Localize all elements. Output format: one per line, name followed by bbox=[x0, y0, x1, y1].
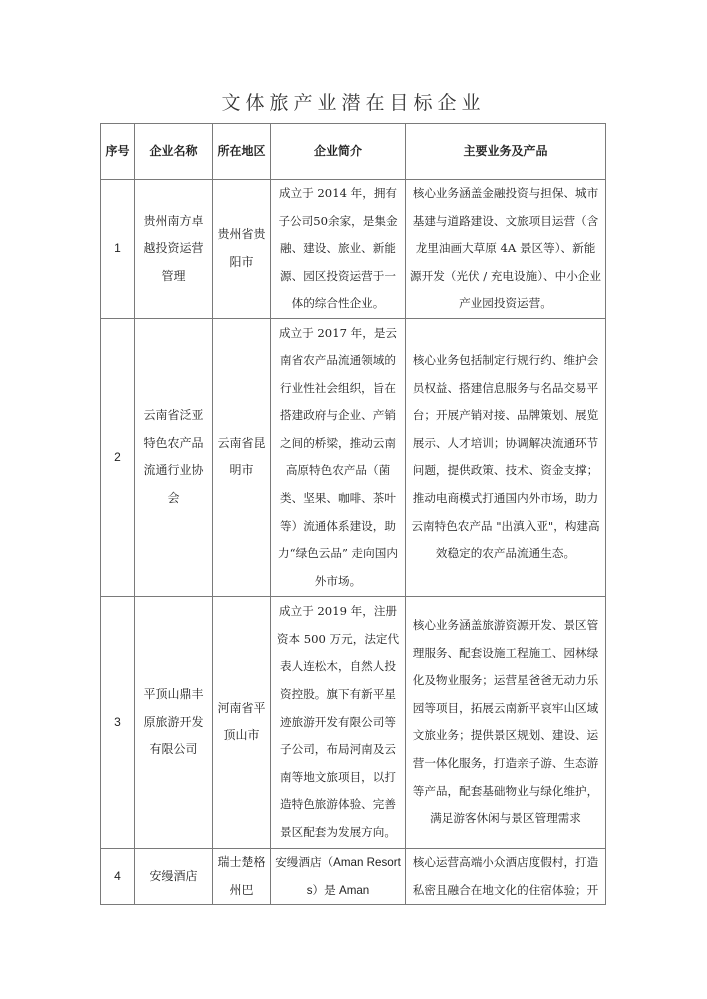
cell-business: 核心运营高端小众酒店度假村，打造私密且融合在地文化的住宿体验；开 bbox=[406, 848, 606, 904]
cell-region: 瑞士楚格州巴 bbox=[213, 848, 271, 904]
cell-index: 1 bbox=[101, 180, 135, 319]
cell-region: 河南省平顶山市 bbox=[213, 596, 271, 848]
cell-index: 2 bbox=[101, 318, 135, 596]
document-title: 文体旅产业潜在目标企业 bbox=[221, 92, 486, 114]
cell-intro: 成立于 2014 年，拥有子公司50余家，是集金融、建设、旅业、新能源、园区投资运营于一体的综合性企业。 bbox=[271, 180, 406, 319]
table-row bbox=[101, 180, 606, 319]
cell-intro: 成立于 2019 年，注册资本 500 万元，法定代表人连松木，自然人投资控股。旗下有新平星迹旅游开发有限公司等子公司，布局河南及云南等地文旅项目，以打造特色旅游体验、完善景区配套为发展方向。 bbox=[271, 596, 406, 848]
table-header-row bbox=[101, 124, 606, 180]
header-intro: 企业简介 bbox=[271, 124, 406, 180]
header-index: 序号 bbox=[101, 124, 135, 180]
header-business: 主要业务及产品 bbox=[406, 124, 606, 180]
table-row bbox=[101, 848, 606, 904]
cell-region: 贵州省贵阳市 bbox=[213, 180, 271, 319]
table-row bbox=[101, 318, 606, 596]
companies-table bbox=[100, 123, 606, 905]
cell-intro: 成立于 2017 年，是云南省农产品流通领域的行业性社会组织，旨在搭建政府与企业、产销之间的桥梁，推动云南高原特色农产品（菌类、坚果、咖啡、茶叶等）流通体系建设，助力“绿色云品” 走向国内外市场。 bbox=[271, 318, 406, 596]
cell-intro: 安缦酒店（Aman Resorts）是 Aman bbox=[271, 848, 406, 904]
cell-index: 3 bbox=[101, 596, 135, 848]
cell-business: 核心业务包括制定行规行约、维护会员权益、搭建信息服务与名品交易平台；开展产销对接、品牌策划、展览展示、人才培训；协调解决流通环节问题，提供政策、技术、资金支撑；推动电商模式打通国内外市场，助力云南特色农产品 "出滇入亚"，构建高效稳定的农产品流通生态。 bbox=[406, 318, 606, 596]
header-region: 所在地区 bbox=[213, 124, 271, 180]
cell-region: 云南省昆明市 bbox=[213, 318, 271, 596]
cell-name: 云南省泛亚特色农产品流通行业协会 bbox=[135, 318, 213, 596]
cell-index: 4 bbox=[101, 848, 135, 904]
cell-name: 贵州南方卓越投资运营管理 bbox=[135, 180, 213, 319]
cell-name: 安缦酒店 bbox=[135, 848, 213, 904]
table-row bbox=[101, 596, 606, 848]
cell-business: 核心业务涵盖旅游资源开发、景区管理服务、配套设施工程施工、园林绿化及物业服务；运营星爸爸无动力乐园等项目，拓展云南新平哀牢山区域文旅业务；提供景区规划、建设、运营一体化服务，打造亲子游、生态游等产品，配套基础物业与绿化维护，满足游客休闲与景区管理需求 bbox=[406, 596, 606, 848]
header-name: 企业名称 bbox=[135, 124, 213, 180]
cell-business: 核心业务涵盖金融投资与担保、城市基建与道路建设、文旅项目运营（含龙里油画大草原 4A 景区等）、新能源开发（光伏 / 充电设施）、中小企业产业园投资运营。 bbox=[406, 180, 606, 319]
cell-name: 平顶山鼎丰原旅游开发有限公司 bbox=[135, 596, 213, 848]
